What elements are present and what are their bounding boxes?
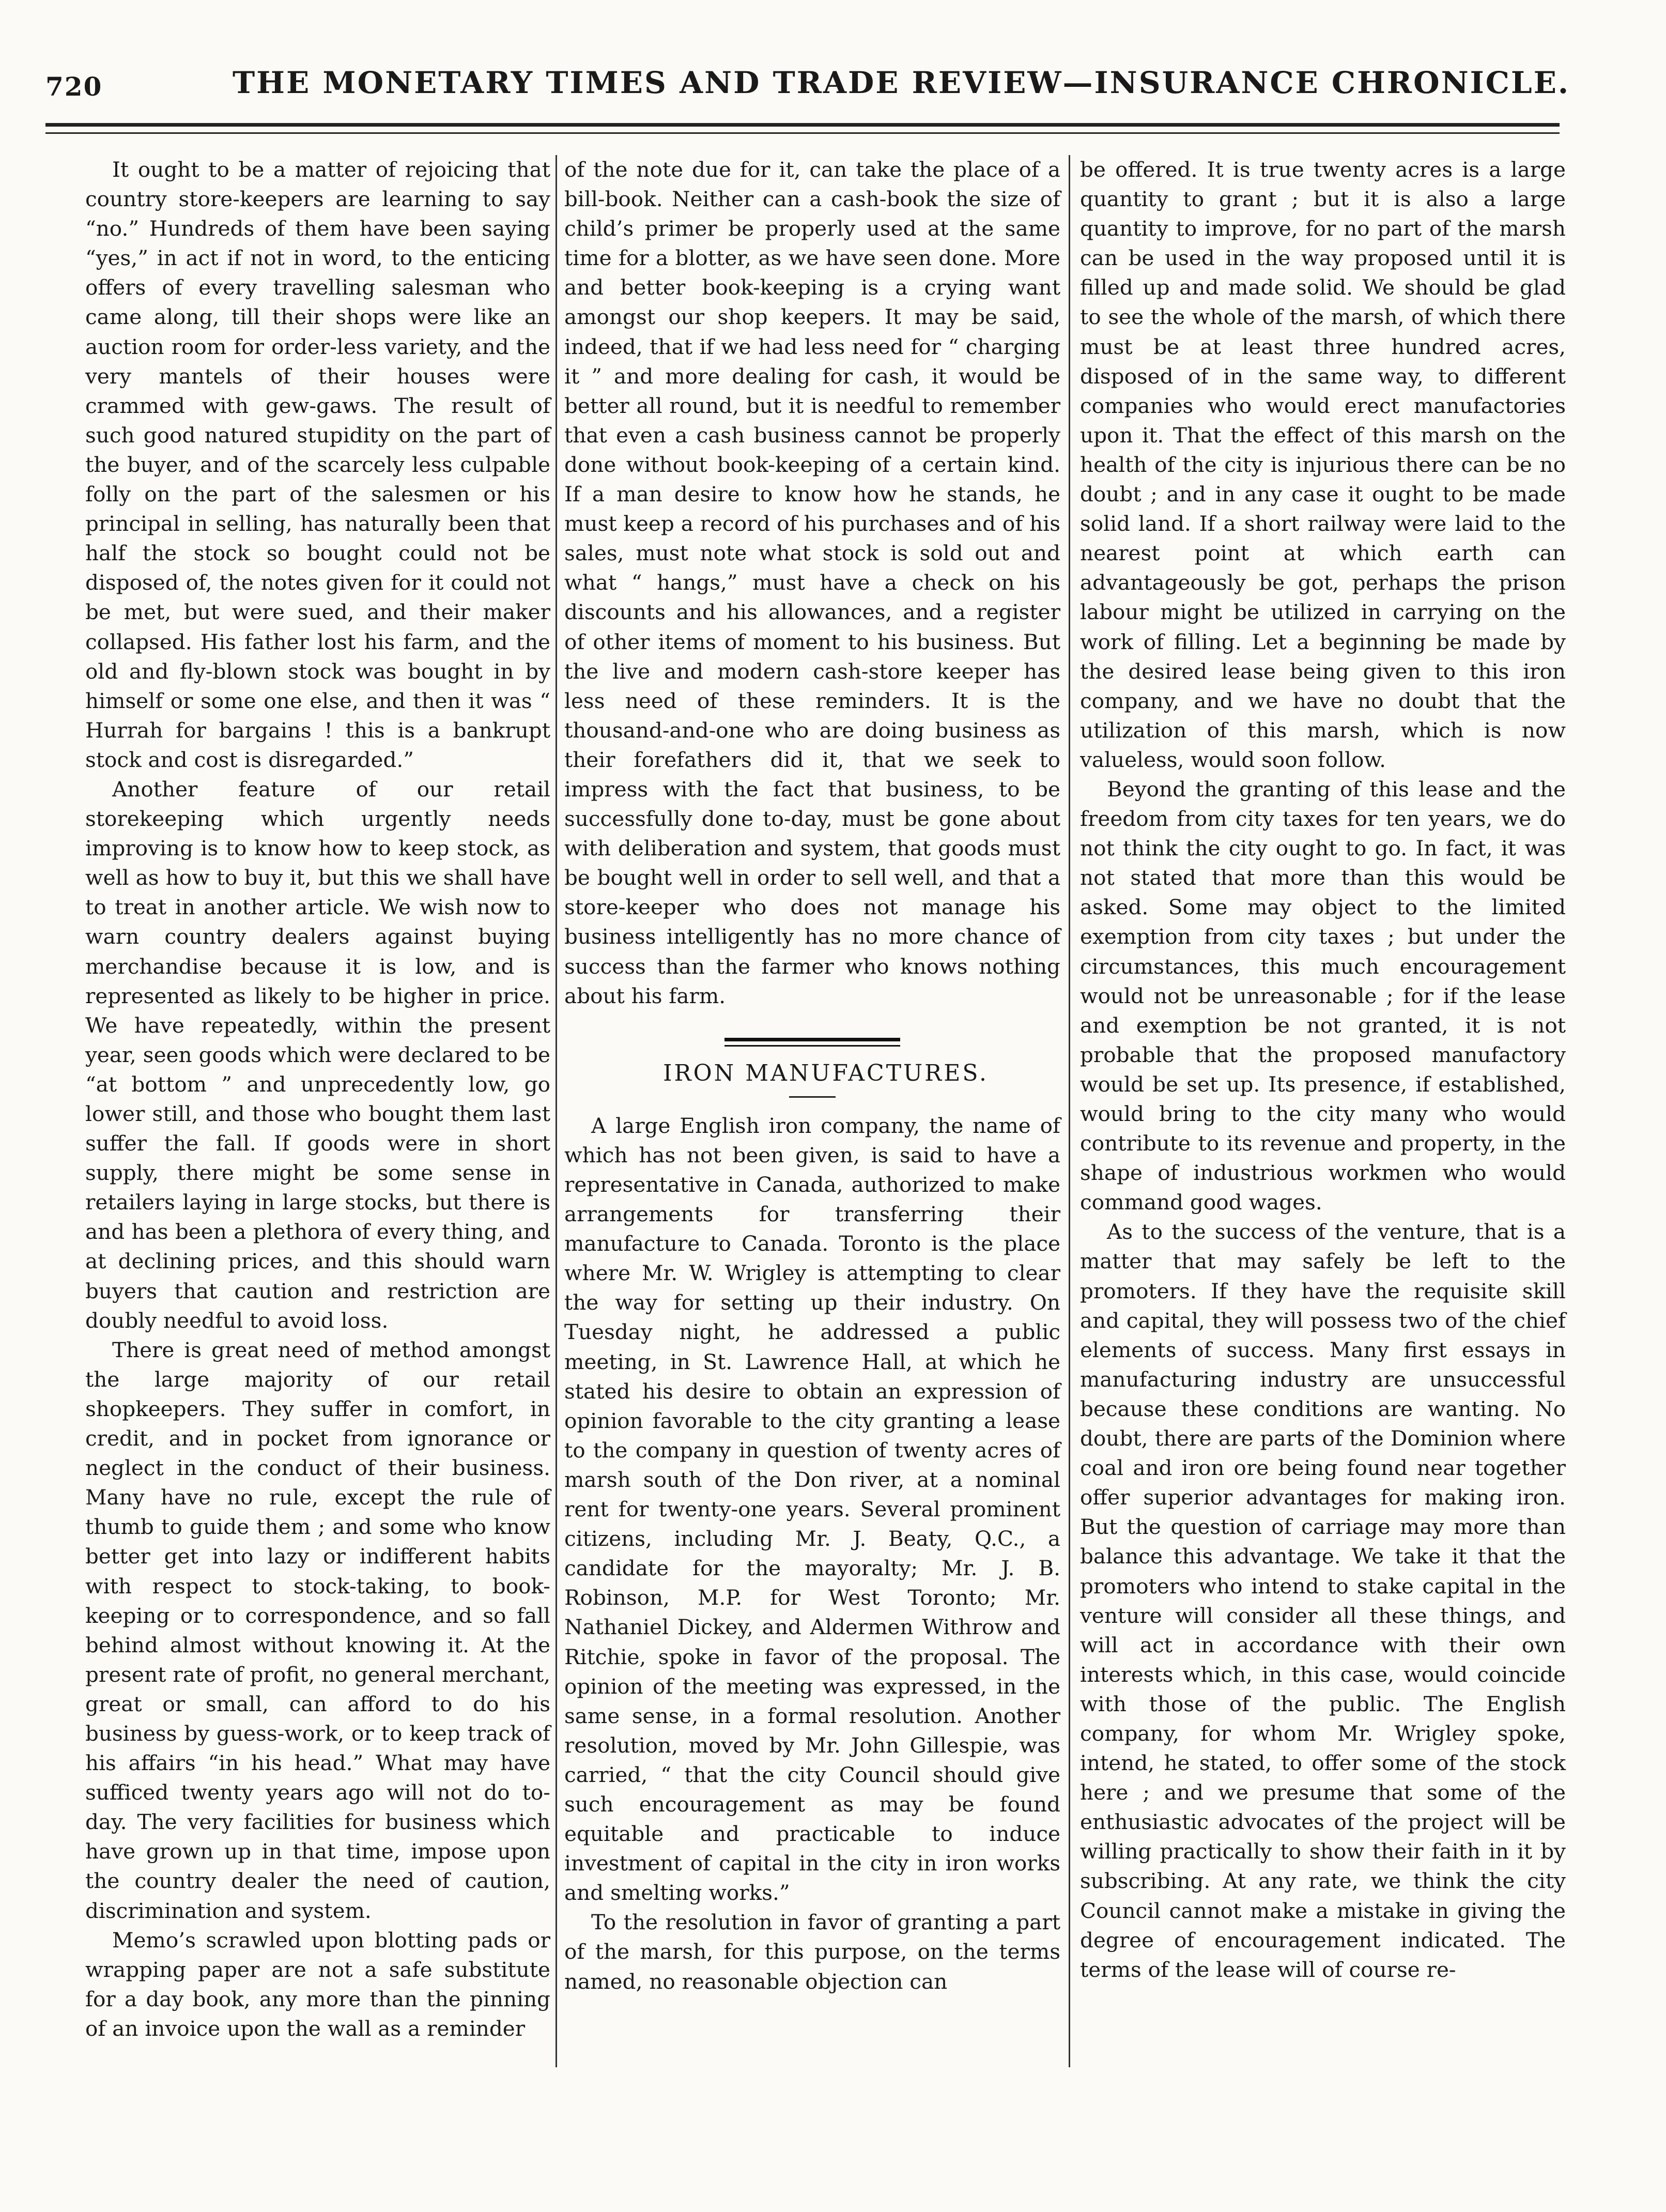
article-column-1	[85, 155, 550, 2044]
paragraph: Another feature of our retail storekeeping which urgently needs improving is to know how to keep stock, as well as how to buy it, but this we shall have to treat in another article. We wish now to warn country dealers against buying merchandise because it is low, and is represented as likely to be higher in price. We have repeatedly, within the present year, seen goods which were declared to be “at bottom ” and unprecedently low, go lower still, and those who bought them last suffer the fall. If goods were in short supply, there might be some sense in retailers laying in large stocks, but there is and has been a plethora of every thing, and at declining prices, and this should warn buyers that caution and restriction are doubly needful to avoid loss.	[85, 776, 550, 1333]
column-divider-1	[556, 155, 557, 2067]
paragraph: To the resolution in favor of granting a part of the marsh, for this purpose, on the terms named, no reasonable objection can	[564, 1910, 1060, 1994]
paragraph: A large English iron company, the name of which has not been given, is said to have a representative in Canada, authorized to make arrangements for transferring their manufacture to Canada. Toronto is the place where Mr. W. Wrigley is attempting to clear the way for setting up their industry. On Tuesday night, he addressed a public meeting, in St. Lawrence Hall, at which he stated his desire to obtain an expression of opinion favorable to the city granting a lease to the company in question of twenty acres of marsh south of the Don river, at a nominal rent for twenty-one years. Several prominent citizens, including Mr. J. Beaty, Q.C., a candidate for the mayoralty; Mr. J. B. Robinson, M.P. for West Toronto; Mr. Nathaniel Dickey, and Aldermen Withrow and Ritchie, spoke in favor of the proposal. The opinion of the meeting was expressed, in the same sense, in a formal resolution. Another resolution, moved by Mr. John Gillespie, was carried, “ that the city Council should give such encouragement as may be found equitable and practicable to induce investment of capital in the city in iron works and smelting works.”	[564, 1113, 1060, 1906]
article-column-2	[564, 155, 1060, 1996]
paragraph: There is great need of method amongst the large majority of our retail shopkeepers. They suffer in comfort, in credit, and in pocket from ignorance or neglect in the conduct of their business. Many have no rule, except the rule of thumb to guide them ; and some who know better get into lazy or indifferent habits with respect to stock-taking, to book-keeping or to correspondence, and so fall behind almost without knowing it. At the present rate of profit, no general merchant, great or small, can afford to do his business by guess-work, or to keep track of his affairs “in his head.” What may have sufficed twenty years ago will not do to-day. The very facilities for business which have grown up in that time, impose upon the country dealer the need of caution, discrimination and system.	[85, 1337, 550, 1923]
paragraph: Memo’s scrawled upon blotting pads or wrapping paper are not a safe substitute for a day book, any more than the pinning of an invoice upon the wall as a reminder	[85, 1927, 550, 2041]
heading-dash	[789, 1096, 836, 1098]
paragraph: It ought to be a matter of rejoicing that country store-keepers are learning to say “no.” Hundreds of them have been saying “yes,” in act if not in word, to the enticing offers of every travelling salesman who came along, till their shops were like an auction room for order-less variety, and the very mantels of their houses were crammed with gew-gaws. The result of such good natured stupidity on the part of the buyer, and of the scarcely less culpable folly on the part of the salesmen or his principal in selling, has naturally been that half the stock so bought could not be disposed of, the notes given for it could not be met, but were sued, and their maker collapsed. His father lost his farm, and the old and fly-blown stock was bought in by himself or some one else, and then it was “ Hurrah for bargains ! this is a bankrupt stock and cost is disregarded.”	[85, 157, 550, 772]
paragraph: of the note due for it, can take the place of a bill-book. Neither can a cash-book the size of child’s primer be properly used at the same time for a blotter, as we have seen done. More and better book-keeping is a crying want amongst our shop keepers. It may be said, indeed, that if we had less need for “ charging it ” and more dealing for cash, it would be better all round, but it is needful to remember that even a cash business cannot be properly done without book-keeping of a certain kind. If a man desire to know how he stands, he must keep a record of his purchases and of his sales, must note what stock is sold out and what “ hangs,” must have a check on his discounts and his allowances, and a register of other items of moment to his business. But the live and modern cash-store keeper has less need of these reminders. It is the thousand-and-one who are doing business as their forefathers did it, that we seek to impress with the fact that business, to be successfully done to-day, must be gone about with deliberation and system, that goods must be bought well in order to sell well, and that a store-keeper who does not manage his business intelligently has no more chance of success than the farmer who knows nothing about his farm.	[564, 157, 1060, 1008]
section-heading: IRON MANUFACTURES.	[663, 1059, 989, 1086]
divider-rule-thin	[724, 1045, 900, 1047]
paragraph: As to the success of the venture, that is a matter that may safely be left to the promoters. If they have the requisite skill and capital, they will possess two of the chief elements of success. Many first essays in manufacturing industry are unsuccessful because these conditions are wanting. No doubt, there are parts of the Dominion where coal and iron ore being found near together offer superior advantages for making iron. But the question of carriage may more than balance this advantage. We take it that the promoters who intend to stake capital in the venture will consider all these things, and will act in accordance with their own interests which, in this case, would coincide with those of the public. The English company, for whom Mr. Wrigley spoke, intend, he stated, to offer some of the stock here ; and we presume that some of the enthusiastic advocates of the project will be willing practically to show their faith in it by subscribing. At any rate, we think the city Council cannot make a mistake in giving the degree of encouragement indicated. The terms of the lease will of course re-	[1080, 1219, 1566, 1982]
divider-rule-thick	[724, 1038, 900, 1041]
masthead-title: THE MONETARY TIMES AND TRADE REVIEW—INSURANCE CHRONICLE.	[233, 65, 1570, 100]
paragraph: Beyond the granting of this lease and the freedom from city taxes for ten years, we do not think the city ought to go. In fact, it was not stated that more than this would be asked. Some may object to the limited exemption from city taxes ; but under the circumstances, this much encouragement would not be unreasonable ; for if the lease and exemption be not granted, it is not probable that the proposed manufactory would be set up. Its presence, if established, would bring to the city many who would contribute to its revenue and property, in the shape of industrious workmen who would command good wages.	[1080, 776, 1566, 1215]
page-number: 720	[45, 71, 103, 102]
paragraph: be offered. It is true twenty acres is a large quantity to grant ; but it is also a large quantity to improve, for no part of the marsh can be used in the way proposed until it is filled up and made solid. We should be glad to see the whole of the marsh, of which there must be at least three hundred acres, disposed of in the same way, to different companies who would erect manufactories upon it. That the effect of this marsh on the health of the city is injurious there can be no doubt ; and in any case it ought to be made solid land. If a short railway were laid to the nearest point at which earth can advantageously be got, perhaps the prison labour might be utilized in carrying on the work of filling. Let a beginning be made by the desired lease being given to this iron company, and we have no doubt that the utilization of this marsh, which is now valueless, would soon follow.	[1080, 157, 1566, 772]
section-divider	[564, 1011, 1060, 1058]
article-column-3	[1080, 155, 1566, 1985]
header-rule-thin	[45, 132, 1560, 134]
column-divider-2	[1069, 155, 1070, 2067]
header-rule-thick	[45, 123, 1560, 127]
